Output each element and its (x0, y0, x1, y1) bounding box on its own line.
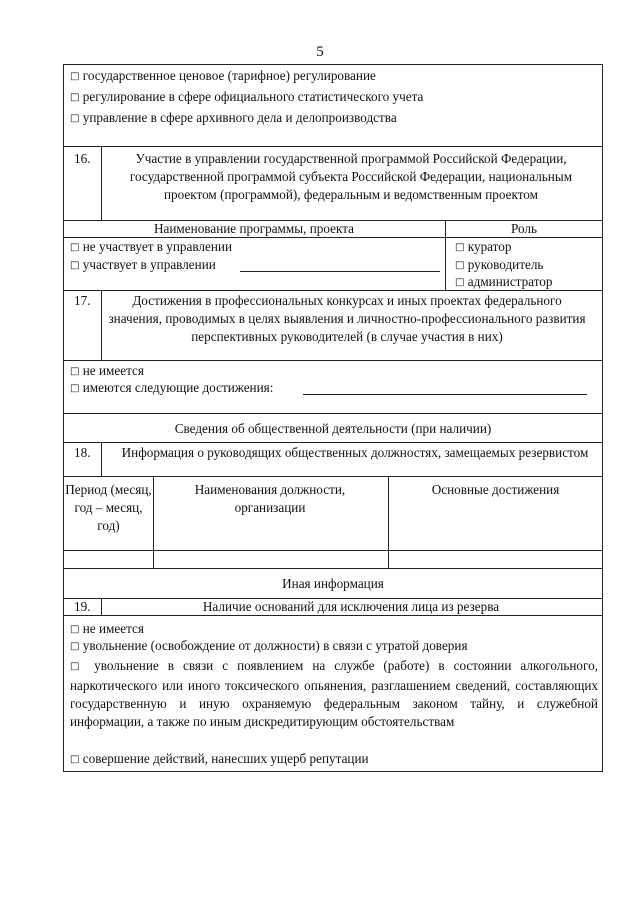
checkbox-icon: □ (455, 260, 465, 271)
list-item: □ регулирование в сфере официального статистического учета (70, 89, 424, 104)
checkbox-icon: □ (70, 366, 80, 377)
checkbox-icon: □ (455, 277, 465, 288)
section-number: 18. (74, 445, 91, 460)
checkbox-icon: □ (70, 641, 80, 652)
column-header: Наименования должности, организации (194, 482, 346, 515)
checkbox-icon: □ (70, 92, 80, 103)
option-reputation-damage[interactable]: □ совершение действий, нанесших ущерб репутации (70, 751, 369, 766)
section-title: Участие в управлении государственной программой Российской Федерации, государственной программой субъекта Российской Федерации, национальным проектом (программой), федеральным и ведомственным проектом (129, 151, 573, 202)
checkbox-icon: □ (70, 260, 80, 271)
section-number: 17. (74, 293, 91, 308)
checkbox-icon: □ (70, 113, 80, 124)
checkbox-icon: □ (70, 71, 80, 82)
role-curator[interactable]: □ куратор (455, 239, 512, 254)
column-header: Основные достижения (431, 482, 560, 497)
section-number: 16. (74, 151, 91, 166)
column-header: Наименование программы, проекта (154, 221, 354, 236)
page-number: 5 (316, 44, 324, 60)
column-header: Роль (510, 221, 538, 236)
other-info-header: Иная информация (282, 576, 384, 591)
checkbox-icon: □ (70, 242, 80, 253)
role-administrator[interactable]: □ администратор (455, 274, 553, 289)
option-not-participating[interactable]: □ не участвует в управлении (70, 239, 233, 254)
option-achievements[interactable]: □ имеются следующие достижения: (70, 380, 274, 395)
program-name-field[interactable] (240, 271, 440, 272)
option-loss-of-trust[interactable]: □ увольнение (освобождение от должности) в связи с утратой доверия (70, 638, 468, 653)
option-participating[interactable]: □ участвует в управлении (70, 257, 216, 272)
checkbox-icon: □ (455, 242, 465, 253)
checkbox-icon: □ (70, 661, 86, 672)
option-none[interactable]: □ не имеется (70, 363, 144, 378)
list-item: □ государственное ценовое (тарифное) регулирование (70, 68, 376, 83)
achievements-field[interactable] (303, 394, 587, 395)
column-header: Период (месяц, год – месяц, год) (65, 482, 152, 533)
section-title: Наличие оснований для исключения лица из резерва (202, 599, 500, 614)
list-item: □ управление в сфере архивного дела и делопроизводства (70, 110, 397, 125)
section-title: Достижения в профессиональных конкурсах и иных проектах федерального значения, проводимых в целях выявления и личностно-профессионального развития перспективных руководителей (в случае участия в них) (108, 293, 586, 344)
checkbox-icon: □ (70, 624, 80, 635)
checkbox-icon: □ (70, 383, 80, 394)
section-number: 19. (74, 599, 91, 614)
checkbox-icon: □ (70, 754, 80, 765)
option-dismissal-intoxication[interactable]: □ увольнение в связи с появлением на службе (работе) в состоянии алкогольного, наркотического или иного токсического опьянения, разглашением сведений, составляющих государственную и иную охраняемую федеральным законом тайну, и служебной информации, а также по иным дискредитирующим обстоятельствам (70, 658, 599, 729)
social-activity-header: Сведения об общественной деятельности (при наличии) (174, 421, 492, 436)
section-title: Информация о руководящих общественных должностях, замещаемых резервистом (121, 445, 589, 460)
role-head[interactable]: □ руководитель (455, 257, 544, 272)
option-none[interactable]: □ не имеется (70, 621, 144, 636)
